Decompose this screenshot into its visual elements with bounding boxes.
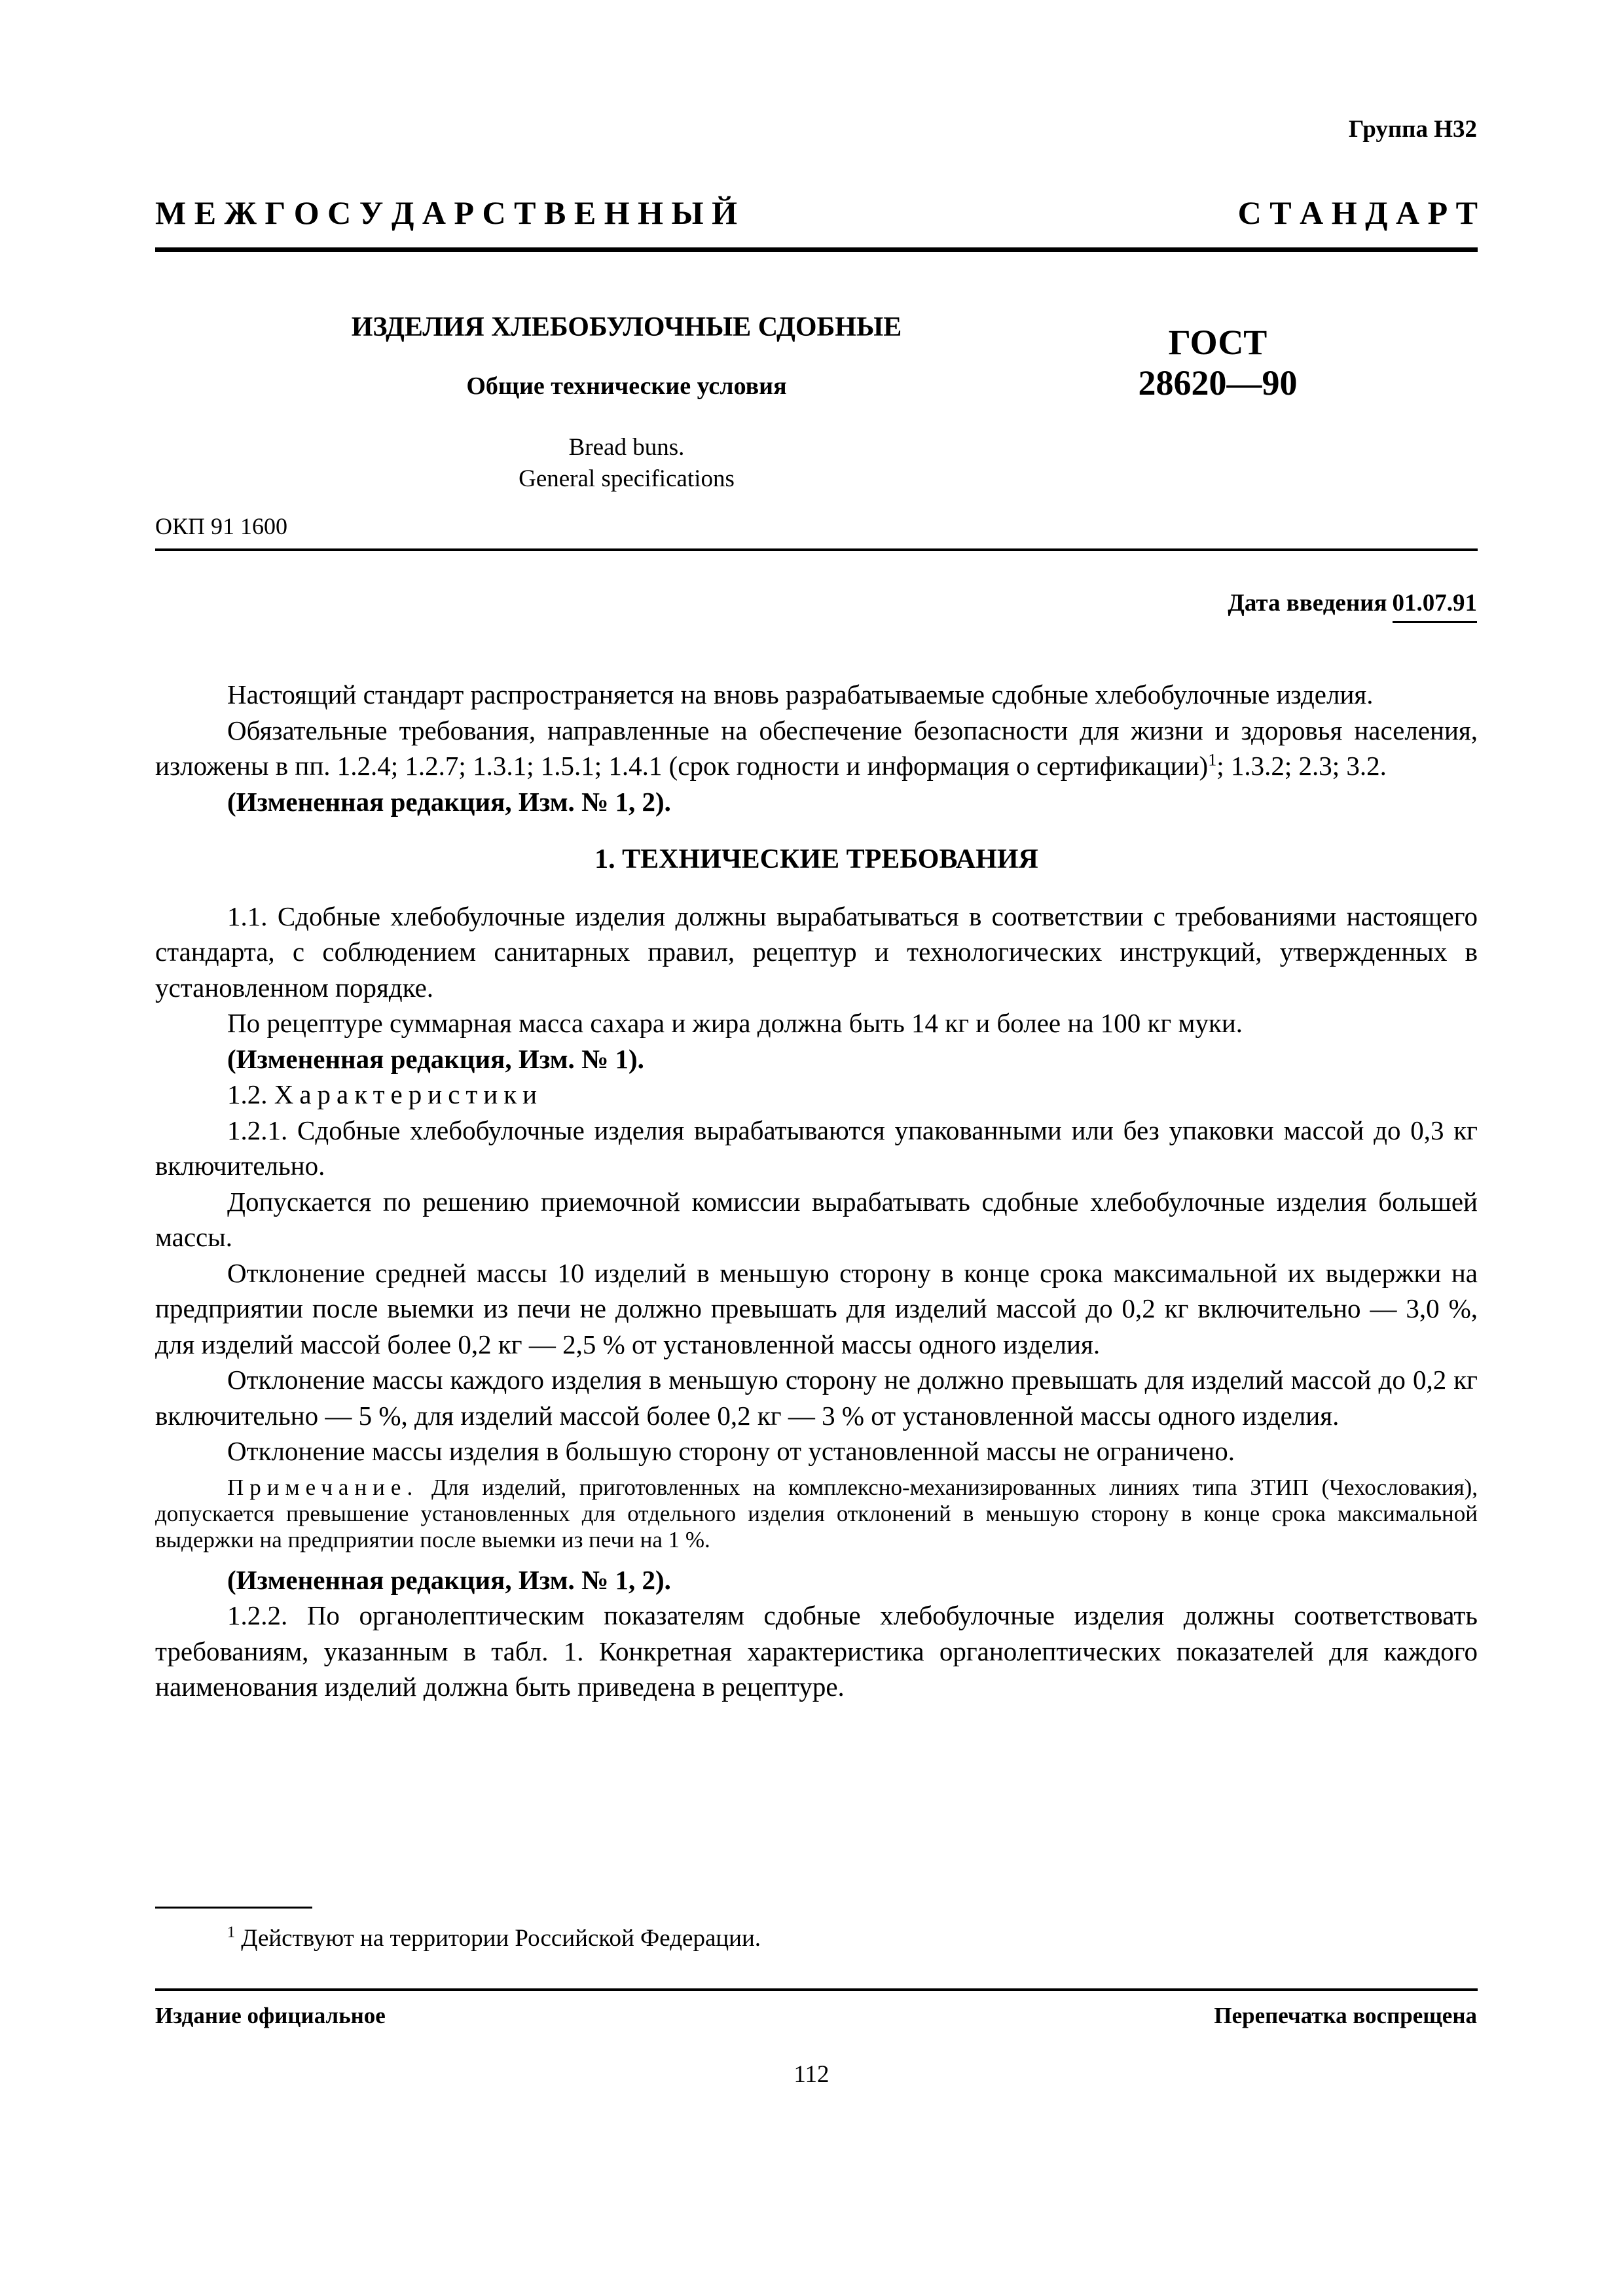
- section-heading: 1. ТЕХНИЧЕСКИЕ ТРЕБОВАНИЯ: [594, 844, 1038, 874]
- english-title-line2: General specifications: [519, 465, 735, 492]
- clause-1-2-1-average-deviation: Отклонение средней массы 10 изделий в меньшую сторону в конце срока максимальной их выдержки на предприятии после выемки из печи не должно превышать для изделий массой до 0,2 кг включительно — 3,0 %, для изделий массой более 0,2 кг — 2,5 % от установленной массы одного изделия.: [155, 1257, 1478, 1359]
- mandatory-text-end: ; 1.3.2; 2.3; 3.2.: [1216, 751, 1387, 781]
- footnote-reference: 1: [1208, 750, 1217, 770]
- document-title: ИЗДЕЛИЯ ХЛЕБОБУЛОЧНЫЕ СДОБНЫЕ: [351, 312, 902, 342]
- clause-1-2-number: 1.2.: [227, 1079, 268, 1109]
- footer-rule: [155, 1988, 1478, 1991]
- standard-banner: [155, 194, 1478, 232]
- title-block: [155, 308, 1098, 495]
- amendment-note: (Измененная редакция, Изм. № 1, 2).: [227, 1564, 671, 1595]
- amendment-note: (Измененная редакция, Изм. № 1).: [227, 1043, 644, 1074]
- clause-1-2: [155, 1077, 1478, 1113]
- group-label: Группа Н32: [1349, 116, 1477, 143]
- introduction-date: [1228, 589, 1477, 623]
- official-edition: Издание официальное: [155, 2003, 386, 2028]
- note-label: Примечание.: [227, 1474, 419, 1500]
- clause-1-2-2: 1.2.2. По органолептическим показателям сдобные хлебобулочные изделия должны соответствовать требованиям, указанным в табл. 1. Конкретная характеристика органолептических показателей для каждого наименования изделий должна быть приведена в рецептуре.: [155, 1600, 1478, 1702]
- okp-code: ОКП 91 1600: [155, 513, 288, 539]
- page-number: 112: [793, 2061, 830, 2088]
- banner-interstate: М Е Ж Г О С У Д А Р С Т В Е Н Н Ы Й: [155, 194, 737, 231]
- mandatory-text: Обязательные требования, направленные на обеспечение безопасности для жизни и здоровья населения, изложены в пп. 1.2.4; 1.2.7; 1.3.1; 1.5.1; 1.4.1 (срок годности и информация о сертификации): [155, 715, 1478, 781]
- gost-label: ГОСТ: [1168, 323, 1267, 362]
- clause-1-1: 1.1. Сдобные хлебобулочные изделия должны вырабатываться в соответствии с требованиями настоящего стандарта, с соблюдением санитарных правил, рецептур и технологических инструкций, утвержденных в установленном порядке.: [155, 901, 1478, 1003]
- clause-1-2-1: 1.2.1. Сдобные хлебобулочные изделия вырабатываются упакованными или без упаковки массой до 0,3 кг включительно.: [155, 1115, 1478, 1181]
- clause-1-1-recipe: По рецептуре суммарная масса сахара и жира должна быть 14 кг и более на 100 кг муки.: [227, 1008, 1243, 1038]
- paragraph-scope: Настоящий стандарт распространяется на вновь разрабатываемые сдобные хлебобулочные изделия.: [227, 679, 1374, 709]
- english-title-line1: Bread buns.: [568, 434, 685, 461]
- english-title: [155, 432, 1098, 495]
- amendment-note: (Измененная редакция, Изм. № 1, 2).: [227, 786, 671, 817]
- clause-1-2-1-larger: Допускается по решению приемочной комиссии вырабатывать сдобные хлебобулочные изделия большей массы.: [155, 1186, 1478, 1252]
- document-subtitle: Общие технические условия: [466, 372, 787, 400]
- note-text: Для изделий, приготовленных на комплексно-механизированных линиях типа ЗТИП (Чехословакия), допускается превышение установленных для отдельного изделия отклонений в меньшую сторону в конце срока максимальной выдержки на предприятии после выемки из печи на 1 %.: [155, 1474, 1478, 1552]
- document-body: [155, 677, 1478, 1705]
- reprint-notice: Перепечатка воспрещена: [1214, 2003, 1477, 2028]
- intro-date-value: 01.07.91: [1393, 589, 1478, 623]
- intro-date-label: Дата введения: [1228, 590, 1387, 617]
- footnote-mark: 1: [227, 1924, 235, 1941]
- note: [155, 1475, 1478, 1553]
- gost-designation: [1061, 322, 1375, 403]
- paragraph-mandatory: [155, 713, 1478, 784]
- title-rule: [155, 548, 1478, 551]
- clause-1-2-1-item-deviation: Отклонение массы каждого изделия в меньшую сторону не должно превышать для изделий массой до 0,2 кг включительно — 5 %, для изделий массой более 0,2 кг — 3 % от установленной массы одного изделия.: [155, 1365, 1478, 1431]
- footnote-separator: [155, 1907, 312, 1909]
- header-rule: [155, 247, 1478, 252]
- gost-number: 28620—90: [1138, 363, 1298, 403]
- banner-standard: С Т А Н Д А Р Т: [1237, 194, 1478, 231]
- footnote-text: Действуют на территории Российской Федерации.: [241, 1925, 761, 1952]
- clause-1-2-title: Характеристики: [274, 1079, 543, 1109]
- clause-1-2-1-upper-deviation: Отклонение массы изделия в большую сторону от установленной массы не ограничено.: [227, 1436, 1235, 1466]
- footnote: [227, 1924, 761, 1952]
